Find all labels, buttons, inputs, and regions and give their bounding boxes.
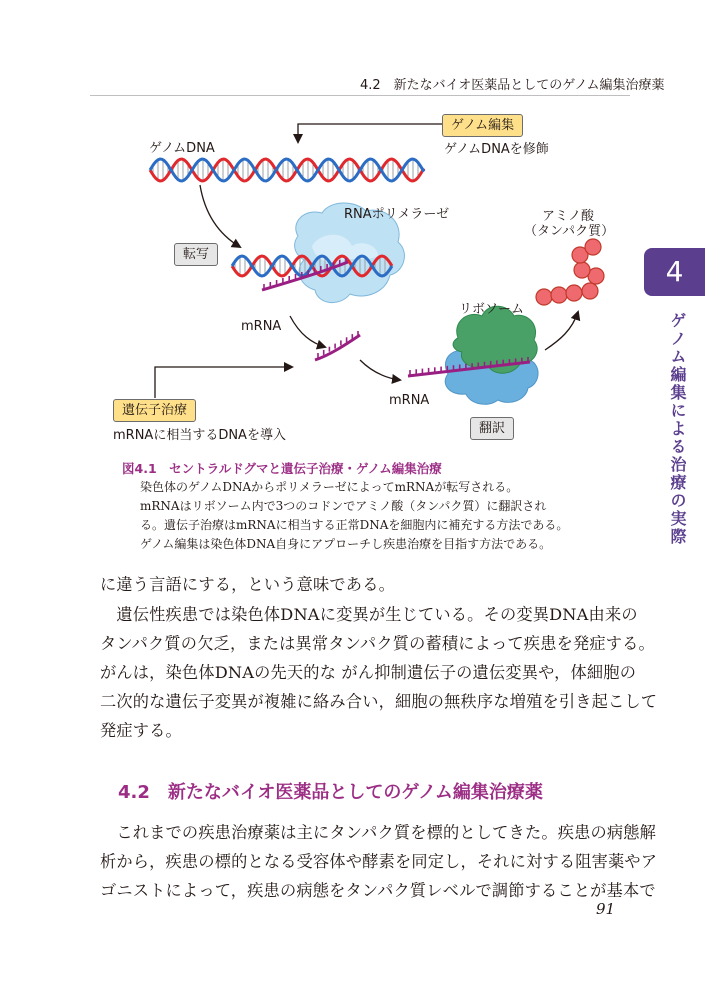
body-text-line: に違う言語にする，という意味である。 xyxy=(100,575,395,594)
translation-arrow xyxy=(545,312,578,350)
amino-acid-label: アミノ酸 xyxy=(542,209,595,224)
gene-therapy-desc: mRNAに相当するDNAを導入 xyxy=(113,428,286,443)
chapter-side-title: ゲノム編集による治療の実際 xyxy=(668,312,687,546)
section-text-line: これまでの疾患治療薬は主にタンパク質を標的としてきた。疾患の病態解 xyxy=(100,823,657,842)
genome-dna-label: ゲノムDNA xyxy=(149,141,215,156)
free-mrna-strand xyxy=(315,335,360,360)
figure-caption-line: ゲノム編集は染色体DNA自身にアプローチし疾患治療を目指す方法である。 xyxy=(140,537,552,551)
section-title: 4.2 新たなバイオ医薬品としてのゲノム編集治療薬 xyxy=(118,782,543,803)
ribosome-label: リボソーム xyxy=(459,302,525,317)
figure-caption-title: 図4.1 セントラルドグマと遺伝子治療・ゲノム編集治療 xyxy=(122,461,442,476)
translation-box: 翻訳 xyxy=(470,417,514,440)
transcription-arrow xyxy=(200,185,240,247)
ribosome-icon xyxy=(445,306,538,404)
mrna-label-1: mRNA xyxy=(241,319,282,334)
section-text-line: ゴニストによって，疾患の病態をタンパク質レベルで調節することが基本で xyxy=(100,881,656,900)
body-text-line: がんは，染色体DNAの先天的な がん抑制遺伝子の遺伝変異や，体細胞の xyxy=(100,663,637,682)
gene-therapy-box: 遺伝子治療 xyxy=(113,399,196,422)
mrna-release-arrow xyxy=(290,316,325,347)
body-text-line: 遺伝性疾患では染色体DNAに変異が生じている。その変異DNA由来の xyxy=(100,605,638,624)
protein-label: （タンパク質） xyxy=(524,224,615,239)
gene-therapy-arrow xyxy=(155,367,292,398)
running-header: 4.2 新たなバイオ医薬品としてのゲノム編集治療薬 xyxy=(360,78,665,93)
mrna-label-2: mRNA xyxy=(389,393,430,408)
body-text-line: 発症する。 xyxy=(100,721,182,740)
section-text-line: 析から，疾患の標的となる受容体や酵素を同定し，それに対する阻害薬やア xyxy=(100,852,658,871)
genome-editing-arrow xyxy=(298,124,442,142)
rna-polymerase-label: RNAポリメラーゼ xyxy=(344,207,450,222)
chapter-number: 4 xyxy=(665,255,684,288)
genome-editing-desc: ゲノムDNAを修飾 xyxy=(444,142,549,157)
figure-caption-line: る。遺伝子治療はmRNAに相当する正常DNAを細胞内に補充する方法である。 xyxy=(140,518,569,532)
genome-dna-helix xyxy=(150,159,424,181)
genome-editing-box: ゲノム編集 xyxy=(442,114,523,137)
transcription-box: 転写 xyxy=(174,243,218,266)
page-number: 91 xyxy=(596,900,616,918)
body-text-line: タンパク質の欠乏，または異常タンパク質の蓄積によって疾患を発症する。 xyxy=(100,634,655,653)
amino-acid-chain-icon xyxy=(536,239,604,305)
mrna-to-ribosome-arrow xyxy=(360,360,400,380)
body-text-line: 二次的な遺伝子変異が複雑に絡み合い，細胞の無秩序な増殖を引き起こして xyxy=(100,692,658,711)
figure-caption-line: mRNAはリボソーム内で3つのコドンでアミノ酸（タンパク質）に翻訳され xyxy=(140,499,547,513)
figure-caption-line: 染色体のゲノムDNAからポリメラーゼによってmRNAが転写される。 xyxy=(140,480,519,494)
